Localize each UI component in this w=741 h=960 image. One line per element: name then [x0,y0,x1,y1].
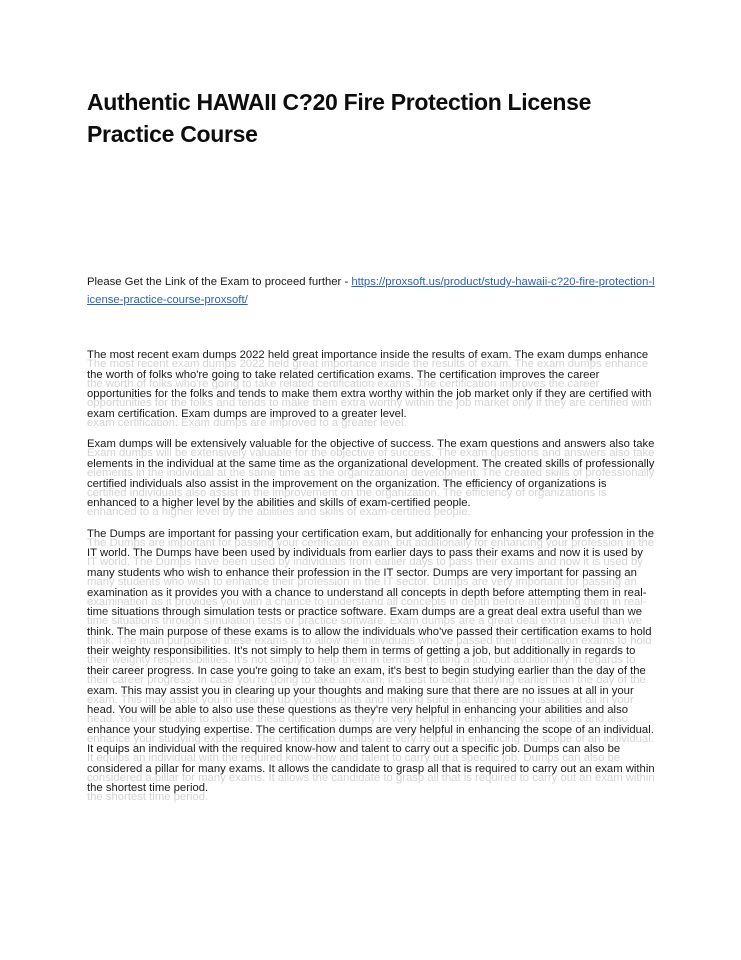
link-prefix: Please Get the Link of the Exam to proceed further - [87,276,352,288]
body-text [87,346,655,810]
exam-link[interactable]: https://proxsoft.us/product/study-hawaii-c?20-fire-protection-license-practice-course-proxsoft/ [87,276,655,306]
exam-link-line [87,273,657,309]
document-title: Authentic HAWAII C?20 Fire Protection License Practice Course [87,89,592,147]
paragraph: The most recent exam dumps 2022 held great importance inside the results of exam. The exam dumps enhance the worth of folks who're going to take related certification exams. The certification improves the career opportunities for the folks and tends to make them extra worthy within the job market only if they are certified with exam certification. Exam dumps are improved to a greater level. [87,349,652,420]
paragraph: Exam dumps will be extensively valuable for the objective of success. The exam questions and answers also take elements in the individual at the same time as the organizational development. The created skills of professionally certified individuals also assist in the improvement on the organization. The efficiency of organizations is enhanced to a higher level by the abilities and skills of exam-certified people. [87,438,655,510]
paragraph: The Dumps are important for passing your certification exam, but additionally for enhancing your profession in the IT world. The Dumps have been used by individuals from earlier days to pass their exams and now it is used by many students who wish to enhance their profession in the IT sector. Dumps are very important for passing an examination as it provides you with a chance to understand all concepts in depth before attempting them in real-time situations through simulation tests or practice software. Exam dumps are a great deal extra useful than we think. The main purpose of these exams is to allow the individuals who've passed their certification exams to hold their weighty responsibilities. It's not simply to help them in terms of getting a job, but additionally in regards to their career progress. In case you're going to take an exam, it's best to begin studying earlier than the day of the exam. This may assist you in clearing up your thoughts and making sure that there are no issues at all in your head. You will be able to also use these questions as they're very helpful in enhancing your abilities and also enhance your studying expertise. The certification dumps are very helpful in enhancing the scope of an individual. It equips an individual with the required know-how and talent to carry out a specific job. Dumps can also be considered a pillar for many exams. It allows the candidate to grasp all that is required to carry out an exam within the shortest time period. [87,527,655,795]
